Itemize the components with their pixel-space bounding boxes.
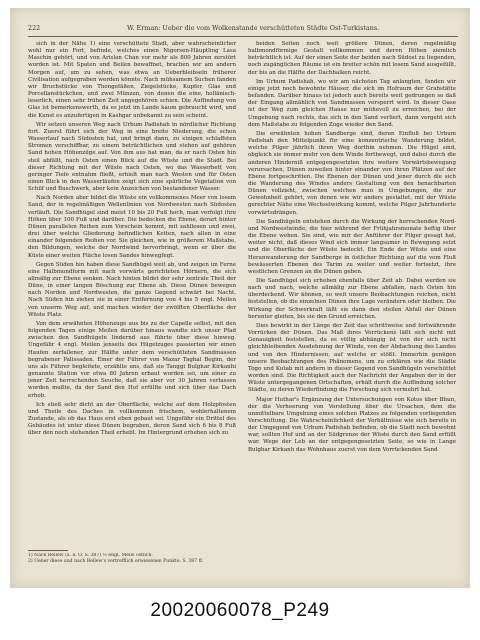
paragraph: Gegen Süden hin haben diese Sandhügel weit ab, und zeigen im Ferne eine Halbmondform mit nach vorwärts gerichteten Hörnern, die sich allmälig zur Ebene senken. Nach hinten bildet der sehr zentrale Theil der Düne, in einer langen Böschung zur Ebene ab. Diese Dünen bewegen nach Norden und Nordwesten, die ganze Gegend schwärt bei Nacht. Nach Süden hin ziehen sie in einer Entfernung von 4 bis 5 engl. Meilen von unserm Weg auf, und machen wieder der zwölften Oberfläche der Wüste Platz. [28,261,236,318]
page-number: 222 [28,24,41,32]
paragraph: Wir setzen unseren Weg nach Urbum Padishah in nördlicher Richtung fort. Zuerst führt sich der Weg in eine breite Niederung, die schon Wasserlauf nach Südosten hat, und bringt dann, zu einigen schlaffsten Stromen verschiffbar, zu einem beträchtlichen und stehen auf gehören Sand hohen Höhenzüge auf. Von ihm aus hat man, da er nach Osten hin steil abfällt, nach Osten einen Blick auf die Wüste und die Stadt. Bei dieser Richtung mit der Wüste nach Osten, wo das Wasserbett von geringer Tiefe entnahm fließt, erhielt man nach Westen und für Osten einen Blick in den Wasserläufen zeigt sich eine spärliche Vegetation von Schilf und Buschwerk, aber kein Anzeichen von bestandener Wasser. [28,121,236,193]
left-column [28,41,236,546]
running-header [28,22,458,34]
paragraph: Dies bewirkt in der Länge der Zeit das schrittweise und fortwährende Vorrücken der Dünen. Das Maß ihres Vorrückens läßt sich nicht mit Genauigkeit feststellen, da es völlig abhängig ist von der sich nicht gleichbleibenden Ausdehnung der Winde, von der Abdachung des Landes und von den Hindernissen, auf welche er stößt. Immerhin genügen unsere Beobachtungen des Phänomens, um zu erklären wie die Städte Togo und Kutab mit andern in dieser Gegend von Sandhügeln verschüttet worden sind. Die Richtigkeit auch der Nachricht der Angaben der in der Wüste untergegangenen Ortschaften, erhält durch die Auffindung solcher Städte, zu deren Wiederfindung die Forschung sich vermehrt hat. [248,322,456,394]
scanned-page [10,8,470,588]
paragraph: Ich stieß sehr dicht an der Oberfläche, welche auf dem Holzpfosten und Theile des Daches in vollkommen frischem, wohlerhaltenem Zustande, als ob das Haus erst eben gebaut sei. Ungefähr ein Drittel des Gebäudes ist unter diese Dünen begraben, deren Sand sich 6 bis 8 Fuß über den noch stehenden Theil erhebt. Im Hintergrund erheben sich zu [28,401,236,437]
paragraph: Die Sandhügeln entstehen durch die Wirkung der herrschenden Nord- und Nordwestwinde, die hier während der Frühjahrsmonate heftig über die Ebene wehen. Sie sind, wie mir der Anführer der Pilger gesagt hat, weiter nicht, daß dieses Wind sich immer langsamer in Bewegung setzt und die Oberfläche der Wüste bedeckt. Ein Ende der Wüste und eine Heranwanderung der Sandberge in östlicher Richtung auf die vom Fluß bewässerten Ebenen des Tarim zu weiter und weiter fortsetzt, ihre westlichen Grenzen an die Dünen geben. [248,218,456,275]
paragraph: Von dem erwähnten Höhenzuge aus bis zu der Capelle selbst, mit den folgenden Tagen einige Meilen darüber hinaus wandte sich unser Pfad zwischen den Sandhügeln lindernd aus führte über diese hinweg. Ungefähr 4 engl. Meilen jenseits des Hügelzuges passierten wir einen Haufen zerfallener, zur Hälfte unter dem verschütteten Sandmassen begrabener Palissaden. Einer der Führer von Mazar Taghal Begim, der uns als Führer begleitete, erzählte uns, daß sie Tanggi Bulghar Kirkanhi genannte Station vor etwa 80 Jahren erbaut worden sei, um einer zu jener Zeit herrschenden Seuche, daß sie aber vor 30 Jahren verlassen worden mußte, da der Sand den Hof erfüllte und sich über das Dach erhob. [28,320,236,399]
footnotes [28,553,236,577]
paragraph: Nach Norden aber bildet die Wüste ein vollkommenes Meer von losem Sand, der in regelmäßigen Wellenlinien von Nordwesten nach Südosten verläuft. Die Sandhügel sind meist 10 bis 20 Fuß hoch, man verfolgt ihre Höhen über 100 Fuß und darüber. Die bedecken die Ebene, derart hinter Dünen parallelen Reihen zum Vorschein kommt, mit zahllosen und zwei, drei über welche Gliederung befindlichen Ketten, nach allen in eine einander folgenden Reihen vor. Sie gleichen, wie in größerem Maßstabe, den Bildungen, welche der Nordwind hervorbringt, wenn er über die Küste einer weiten Fläche losen Sandes hinwegfegt. [28,195,236,259]
paragraph: Major Huthar's Ergänzung der Untersuchungen von Kotos über Bhun, der die Verheerung von Vorstellung über die Ursachen, dem die unmittelbare Umgebung eines solchen Platzes zu folgenden vorliegenden Verschüttung. Die Wahrscheinlichkeit der Verhältnisse wie sich bereits in der Umgegend von Urbum Padishah befinden, ob die Stadt noch bewohnt war, sollten Hof und an der Südgrenze der Wüste durch den Sand erfüllt war. Wege der Leb an der entgegengesetzten Seite, so wie in Lange Bulghar Kirkanh das Wohnhaus zuerst von dem Vorrückenden Sand [248,396,456,453]
footnote: 1) Nach Bellew (a. a. O. S. 387) ⅓ engl. Meile östlich. [28,553,153,558]
running-title: W. Erman: Ueber die vom Wolkenstande verschütteten Städte Ost-Turkistans. [127,24,380,32]
paragraph: Die erwähnten hohen Sandberge sind, deren Einfluß bei Urbum Padishah den Mittelpunkt für eine konzentrische Wanderung bildet, welche Pilger jährlich ihren Weg dorthin nehmen. Die Hügel sind, obgleich sie immer mehr von dem Winde fortbewegt, und dabei durch die anderen Hinderniß entgegengesetzten ihre weitere Vorwärtsbewegung verursachen, Dünen zuweilen hinter einander von ihren Plätzen auf der Ebene fortgeschritten. Die Ebenen der Dünen und jener durch die sich die Wanderung des Windes anders Gestaltung von den benachbarten Dünen vollzieht, zwischen welchen man in Umgebungen, die zur Gewohnheit gehört, von denen wie wir anders gestaltet, mit der Wüste gerechter Nähe eine Wechselwirkung kommt, welche Pilger Jahrhunderte vorwärtsdrängen. [248,130,456,216]
paragraph: Die Sandhügel sich erheben ebenfalls über Zeit ab. Dabei werden sie nach und nach, welche allmälig zur Ebene abfallen, nach Osten hin überdeckend. Wir können, so weit unsere Beobachtungen reichen, nicht feststellen, ob die einzelnen Dünen ihre Lage verändern oder bleiben. Die Wirkung der Schwerkraft läßt sie dann den steilen Abfall der Dünen herunter gleiten, bis sie den Grund erreichen. [248,278,456,320]
right-column [248,41,456,546]
footnote: 2) Ueber diese und nach Bellew's vertrefflich erwiesenen Punkte, S. 387 ff. [28,559,204,564]
header-rule [28,36,458,37]
footnote-rule [28,550,68,551]
scan-id-caption: 20020060078_P249 [150,600,330,621]
paragraph: beiden Seiten noch weit größere Dünen, deren regelmäßig halbmondförmige Gestalt vollkommen und deren Höhen ziemlich beträchtlich ist. Auf der einen Seite der beiden nach Südost zu liegenden, noch zugänglichen Räume ist ein breiter schön mit losem Sand ausgefüllt, der bis an die Hälfte der Dachbalken reicht. [248,41,456,76]
paragraph: sich in der Nähe 1) eine verschüttete Stadt, aber wahrscheinlicher wohl nur ein Fort, befinde, welches einen Nigorsen-Häuptling Lasa Maschin gehört, und von Arislan Chan vor mehr als 800 Jahren zerstört worden ist. Mit Spaten und Beilen bewaffnet, brachen wir am andern Morgen auf, um zu sehen, was etwa an Ueberbleibseln früherer Civilisation aufgegraben werden könnte. Nach mühsamem Suchen fanden wir Bruchstücke von Thongefäßen, Ziegelstücke, Kupfer, Glas und Porcellanstückchen, und zwei Münzen, von denen die eine, hollänisch-leserlich, einen sehr frühen Zeit angegehören schien. Die Auffindung von Glas ist bemerkenswerth, da es jetzt im Lande kaum gebraucht wird, und die Kunst es anzufertigen in Kashgar unbekannt zu sein scheint. [28,41,236,119]
paragraph: Im Urbum Padishah, wo wir am nächsten Tag anlangten, fanden wir einige jetzt noch bewohnte Häuser, die sich im Hofraum der Grabstätte befanden. Darüber hinaus ist jedoch auch bereits weit gedrungen so daß der Eingang allmählich von Sandmassen versperrt wird. In dieser Oase ist der Weg zum gleichen Hause nur mühevoll zu erreichen, bei der Umgebung nach rechts, das sich in den Sand verliert, dann vergeht sich dem Maßstabe zu folgenden Zuge wieder den Sand. [248,78,456,128]
